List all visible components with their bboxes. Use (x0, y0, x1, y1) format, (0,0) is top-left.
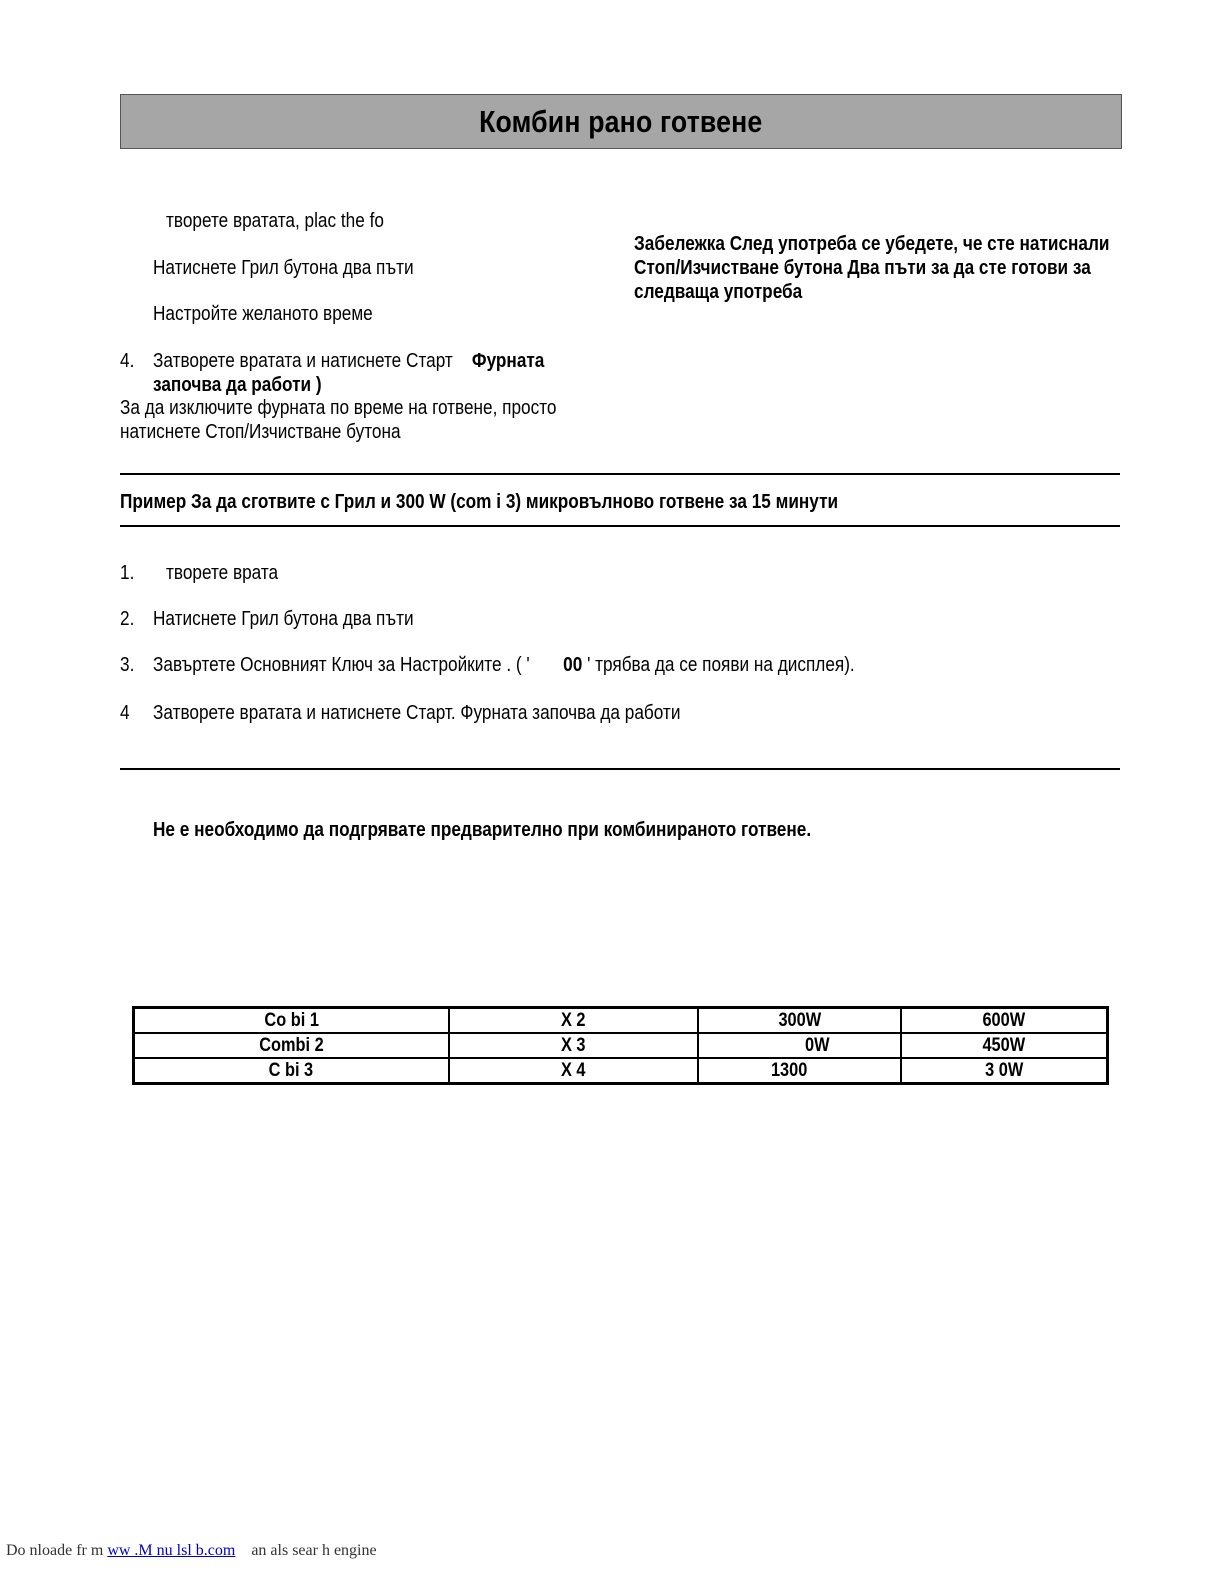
example-heading: Пример За да сготвите с Грил и 300 W (com i 3) микровълново готвене за 15 минути (120, 491, 839, 513)
example-step-1-number: 1. (120, 562, 135, 584)
table-cell: 600W (901, 1008, 1107, 1034)
footer-text-b: an als sear h engine (251, 1542, 377, 1559)
table-row (134, 1058, 1108, 1084)
step-4-bold-a: Фурната (471, 350, 545, 372)
download-footer (6, 1542, 377, 1560)
footer-text-a: Do nloade fr m (6, 1542, 104, 1559)
table-row (134, 1008, 1108, 1034)
note-line2: Стоп/Изчистване бутона Два пъти за да сте готови за (634, 257, 1091, 279)
table-cell: X 4 (449, 1058, 698, 1084)
step-4-bold-b: започва да работи ) (153, 374, 322, 396)
divider-bottom (120, 768, 1120, 770)
example-step-3-text-a: Завъртете Основният Ключ за Настройките . ( ' (153, 654, 530, 676)
preheat-note: Не е необходимо да подгрявате предварително при комбинираното готвене. (153, 819, 812, 841)
step-4-text: Затворете вратата и натиснете Старт (153, 350, 453, 372)
example-step-2-number: 2. (120, 608, 135, 630)
table-row (134, 1033, 1108, 1058)
step-3-text: Настройте желаното време (153, 303, 373, 325)
table-cell: Combi 2 (134, 1033, 449, 1058)
table-cell: 0W (698, 1033, 901, 1058)
step-4-number: 4. (120, 350, 135, 372)
example-step-4-text: Затворете вратата и натиснете Старт. Фурната започва да работи (153, 702, 681, 724)
stop-instruction-line1: За да изключите фурната по време на готвене, просто (120, 397, 557, 419)
section-title-bar (120, 94, 1122, 149)
table-cell: C bi 3 (134, 1058, 449, 1084)
page-title: Комбин рано готвене (479, 103, 763, 139)
example-step-3-line (153, 653, 855, 677)
step-4-line1 (153, 349, 544, 373)
stop-instruction-line2: натиснете Стоп/Изчистване бутона (120, 421, 401, 443)
example-step-4-number: 4 (120, 702, 130, 724)
note-line3: следваща употреба (634, 281, 803, 303)
example-step-3-display-value: 00 (563, 654, 583, 676)
example-step-1-text: творете врата (166, 562, 279, 584)
combi-settings-table (132, 1006, 1109, 1085)
divider-under-heading (120, 525, 1120, 527)
divider-top (120, 473, 1120, 475)
step-2-text: Натиснете Грил бутона два пъти (153, 257, 414, 279)
footer-link[interactable]: ww .M nu lsl b.com (107, 1542, 236, 1559)
table-cell: 300W (698, 1008, 901, 1034)
table-cell: X 3 (449, 1033, 698, 1058)
step-1-text: творете вратата, plac the fo (166, 210, 384, 232)
table-cell: 3 0W (901, 1058, 1107, 1084)
table-cell: 1300 (698, 1058, 901, 1084)
table-cell: Co bi 1 (134, 1008, 449, 1034)
example-step-3-number: 3. (120, 654, 135, 676)
example-step-2-text: Натиснете Грил бутона два пъти (153, 608, 414, 630)
example-step-3-text-b: ' трябва да се появи на дисплея). (587, 654, 855, 676)
note-line1: Забележка След употреба се убедете, че сте натиснали (634, 233, 1110, 255)
table-cell: 450W (901, 1033, 1107, 1058)
table-cell: X 2 (449, 1008, 698, 1034)
